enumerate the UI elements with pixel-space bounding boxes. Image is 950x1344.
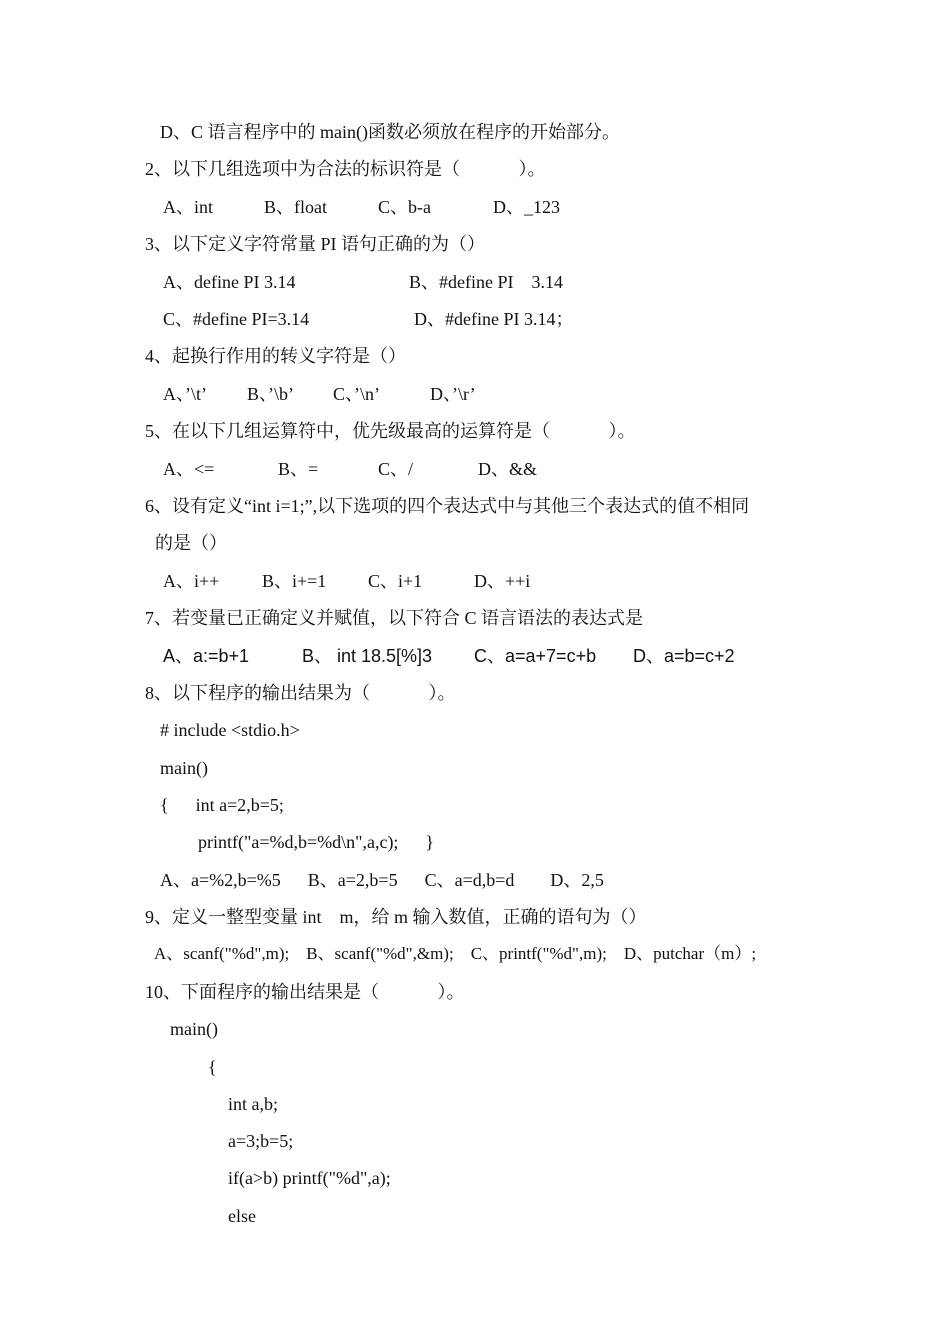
question-6-continued: 的是（） — [155, 533, 227, 553]
q6-option-d: D、++i — [474, 571, 531, 591]
code-line: if(a>b) printf("%d",a); — [228, 1168, 391, 1188]
code-line: a=3;b=5; — [228, 1131, 294, 1151]
q7-option-b: B、 int 18.5[%]3 — [302, 646, 433, 666]
q5-option-d: D、&& — [478, 459, 538, 479]
q2-option-b: B、float — [264, 197, 327, 217]
q5-option-b: B、= — [278, 459, 319, 479]
q2-option-a: A、int — [163, 197, 214, 217]
q8-options: A、a=%2,b=%5 B、a=2,b=5 C、a=d,b=d D、2,5 — [160, 870, 604, 890]
q6-option-a: A、i++ — [163, 571, 220, 591]
q6-option-b: B、i+=1 — [262, 571, 327, 591]
question-8: 8、以下程序的输出结果为（ ）。 — [145, 683, 456, 703]
q6-option-c: C、i+1 — [368, 571, 423, 591]
q7-option-c: C、a=a+7=c+b — [474, 646, 597, 666]
q2-option-d: D、_123 — [493, 197, 560, 217]
q9-options: A、scanf("%d",m); B、scanf("%d",&m); C、printf("%d",m); D、putchar（m）; — [154, 944, 757, 963]
q7-option-a: A、a:=b+1 — [163, 646, 250, 666]
code-line: main() — [170, 1019, 218, 1039]
q3-option-c: C、#define PI=3.14 — [163, 309, 310, 329]
question-4: 4、起换行作用的转义字符是（） — [145, 346, 406, 366]
question-10: 10、下面程序的输出结果是（ ）。 — [145, 982, 465, 1002]
code-line: printf("a=%d,b=%d\n",a,c); } — [198, 832, 435, 852]
q5-option-a: A、<= — [163, 459, 215, 479]
q4-option-d: D、’\r’ — [430, 384, 476, 404]
question-7: 7、若变量已正确定义并赋值，以下符合 C 语言语法的表达式是 — [145, 608, 644, 628]
q4-option-b: B、’\b’ — [247, 384, 294, 404]
q2-option-c: C、b-a — [378, 197, 431, 217]
q4-option-a: A、’\t’ — [163, 384, 207, 404]
code-line: { — [208, 1057, 217, 1077]
question-5: 5、在以下几组运算符中，优先级最高的运算符是（ ）。 — [145, 421, 636, 441]
code-line: { int a=2,b=5; — [160, 795, 284, 815]
question-9: 9、定义一整型变量 int m，给 m 输入数值，正确的语句为（） — [145, 907, 647, 927]
q1-option-d: D、C 语言程序中的 main()函数必须放在程序的开始部分。 — [160, 122, 620, 142]
q3-option-a: A、define PI 3.14 — [163, 272, 296, 292]
q5-option-c: C、/ — [378, 459, 414, 479]
q4-option-c: C、’\n’ — [333, 384, 380, 404]
q7-option-d: D、a=b=c+2 — [633, 646, 735, 666]
code-line: main() — [160, 758, 208, 778]
q3-option-d: D、#define PI 3.14； — [414, 309, 574, 329]
code-line: # include <stdio.h> — [160, 720, 300, 740]
code-line: int a,b; — [228, 1094, 278, 1114]
question-2: 2、以下几组选项中为合法的标识符是（ ）。 — [145, 159, 546, 179]
q3-option-b: B、#define PI 3.14 — [409, 272, 563, 292]
question-6: 6、设有定义“int i=1;”,以下选项的四个表达式中与其他三个表达式的值不相同 — [145, 496, 750, 516]
code-line: else — [228, 1206, 256, 1226]
question-3: 3、以下定义字符常量 PI 语句正确的为（） — [145, 234, 486, 254]
